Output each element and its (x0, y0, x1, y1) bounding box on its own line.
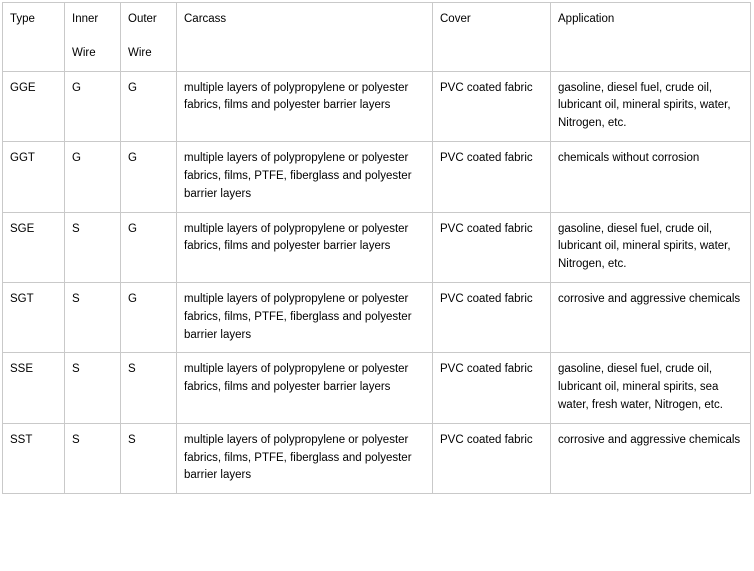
table-header-row-top (3, 3, 751, 37)
cell-outer-wire: G (121, 142, 177, 212)
cell-application: chemicals without corrosion (551, 142, 751, 212)
cell-inner-wire: S (65, 423, 121, 493)
cell-inner-wire: S (65, 282, 121, 352)
cell-outer-wire: S (121, 423, 177, 493)
cell-application: corrosive and aggressive chemicals (551, 423, 751, 493)
cell-carcass: multiple layers of polypropylene or polyester fabrics, films, PTFE, fiberglass and polyester barrier layers (177, 423, 433, 493)
table-row (3, 423, 751, 493)
column-header-application: Application (551, 3, 751, 72)
cell-cover: PVC coated fabric (433, 353, 551, 423)
table-row (3, 353, 751, 423)
column-header-cover: Cover (433, 3, 551, 72)
cell-type: SGE (3, 212, 65, 282)
column-header-outer-wire-line1: Outer (121, 3, 177, 37)
cell-application: corrosive and aggressive chemicals (551, 282, 751, 352)
cell-application: gasoline, diesel fuel, crude oil, lubricant oil, mineral spirits, sea water, fresh water, Nitrogen, etc. (551, 353, 751, 423)
table-row (3, 142, 751, 212)
cell-carcass: multiple layers of polypropylene or polyester fabrics, films, PTFE, fiberglass and polyester barrier layers (177, 282, 433, 352)
cell-outer-wire: S (121, 353, 177, 423)
cell-carcass: multiple layers of polypropylene or polyester fabrics, films and polyester barrier layers (177, 353, 433, 423)
cell-outer-wire: G (121, 71, 177, 141)
cell-type: SSE (3, 353, 65, 423)
cell-carcass: multiple layers of polypropylene or polyester fabrics, films and polyester barrier layers (177, 71, 433, 141)
cell-cover: PVC coated fabric (433, 71, 551, 141)
column-header-inner-wire-line1: Inner (65, 3, 121, 37)
cell-outer-wire: G (121, 282, 177, 352)
table-row (3, 71, 751, 141)
cell-cover: PVC coated fabric (433, 423, 551, 493)
cell-cover: PVC coated fabric (433, 212, 551, 282)
cell-carcass: multiple layers of polypropylene or polyester fabrics, films and polyester barrier layers (177, 212, 433, 282)
cell-carcass: multiple layers of polypropylene or polyester fabrics, films, PTFE, fiberglass and polyester barrier layers (177, 142, 433, 212)
document-page (0, 2, 754, 571)
cell-outer-wire: G (121, 212, 177, 282)
table-row (3, 212, 751, 282)
cell-cover: PVC coated fabric (433, 282, 551, 352)
column-header-inner-wire-line2: Wire (65, 37, 121, 71)
cell-application: gasoline, diesel fuel, crude oil, lubricant oil, mineral spirits, water, Nitrogen, etc. (551, 212, 751, 282)
cell-inner-wire: G (65, 71, 121, 141)
cell-type: SST (3, 423, 65, 493)
cell-type: GGT (3, 142, 65, 212)
table-row (3, 282, 751, 352)
cell-inner-wire: G (65, 142, 121, 212)
hose-specification-table (2, 2, 751, 494)
cell-inner-wire: S (65, 212, 121, 282)
cell-type: SGT (3, 282, 65, 352)
column-header-outer-wire-line2: Wire (121, 37, 177, 71)
cell-cover: PVC coated fabric (433, 142, 551, 212)
cell-inner-wire: S (65, 353, 121, 423)
column-header-carcass: Carcass (177, 3, 433, 72)
column-header-type: Type (3, 3, 65, 72)
cell-type: GGE (3, 71, 65, 141)
cell-application: gasoline, diesel fuel, crude oil, lubricant oil, mineral spirits, water, Nitrogen, etc. (551, 71, 751, 141)
